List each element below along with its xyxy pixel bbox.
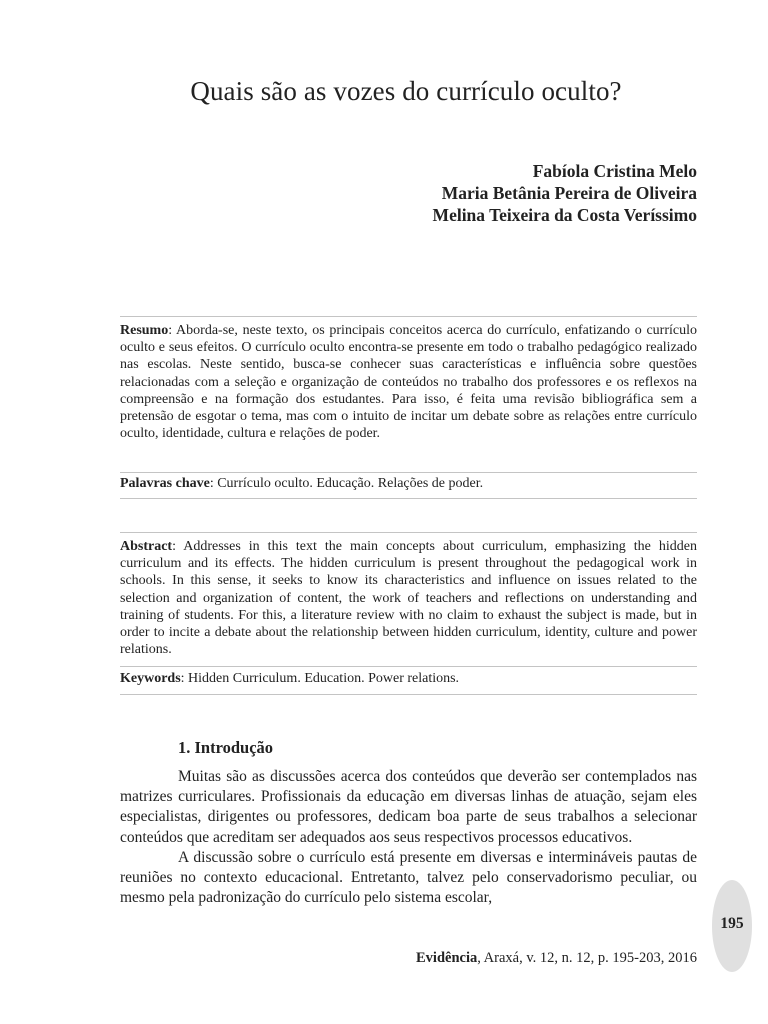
abstract-label: Abstract bbox=[120, 539, 173, 554]
divider bbox=[120, 498, 697, 499]
divider bbox=[120, 472, 697, 473]
palavras-chave-line bbox=[120, 475, 697, 492]
keywords-label: Keywords bbox=[120, 671, 181, 686]
section-body bbox=[120, 767, 697, 908]
page-title: Quais são as vozes do currículo oculto? bbox=[190, 76, 622, 106]
abstract-text: : Addresses in this text the main concepts about curriculum, emphasizing the hidden curriculum and its effects. The hidden curriculum is present throughout the pedagogical work in schools. In this sense, it seeks to know its characteristics and influence on issues related to the selection and organization of content, the work of teachers and reflections on understanding and training of students. For this, a literature review with no claim to exhaust the subject is made, but in order to incite a debate about the relationship between hidden curriculum, identity, culture and power relations. bbox=[120, 539, 697, 658]
divider bbox=[120, 694, 697, 695]
resumo-text: : Aborda-se, neste texto, os principais conceitos acerca do currículo, enfatizando o currículo oculto e seus efeitos. O currículo oculto encontra-se presente em todo o trabalho pedagógico realizado nas escolas. Neste sentido, busca-se conhecer suas características e influência sobre questões relacionadas com a seleção e organização de conteúdos no trabalho dos professores e os reflexos na compreensão e na formação dos estudantes. Para isso, é feita uma revisão bibliográfica sem a pretensão de esgotar o tema, mas com o intuito de incitar um debate sobre as relações entre currículo oculto, identidade, cultura e relações de poder. bbox=[120, 323, 697, 442]
journal-name: Evidência bbox=[416, 950, 478, 966]
paragraph: A discussão sobre o currículo está presente em diversas e intermináveis pautas de reuniões no contexto educacional. Entretanto, talvez pelo conservadorismo peculiar, ou mesmo pela padronização do currículo pelo sistema escolar, bbox=[120, 848, 697, 907]
resumo-block bbox=[120, 322, 697, 442]
author-name: Maria Betânia Pereira de Oliveira bbox=[441, 183, 697, 203]
page-number: 195 bbox=[720, 915, 744, 932]
palavras-chave-label: Palavras chave bbox=[120, 476, 210, 491]
footer-citation bbox=[416, 950, 697, 967]
keywords-line bbox=[120, 670, 697, 687]
paragraph: Muitas são as discussões acerca dos conteúdos que deverão ser contemplados nas matrizes curriculares. Profissionais da educação em diversas linhas de atuação, sejam eles especialistas, dirigentes ou professores, dedicam boa parte de seus trabalhos a selecionar conteúdos que acreditam ser adequados aos seus respectivos processos educativos. bbox=[120, 768, 697, 846]
abstract-block bbox=[120, 538, 697, 658]
section-heading: 1. Introdução bbox=[178, 738, 274, 757]
author-list bbox=[433, 160, 697, 226]
palavras-chave-text: : Currículo oculto. Educação. Relações de poder. bbox=[209, 476, 484, 491]
author-name: Fabíola Cristina Melo bbox=[532, 161, 697, 181]
citation-text: , Araxá, v. 12, n. 12, p. 195-203, 2016 bbox=[477, 950, 697, 966]
author-name: Melina Teixeira da Costa Veríssimo bbox=[432, 205, 697, 225]
divider bbox=[120, 666, 697, 667]
keywords-text: : Hidden Curriculum. Education. Power relations. bbox=[180, 671, 460, 686]
divider bbox=[120, 532, 697, 533]
divider bbox=[120, 316, 697, 317]
resumo-label: Resumo bbox=[120, 323, 169, 338]
